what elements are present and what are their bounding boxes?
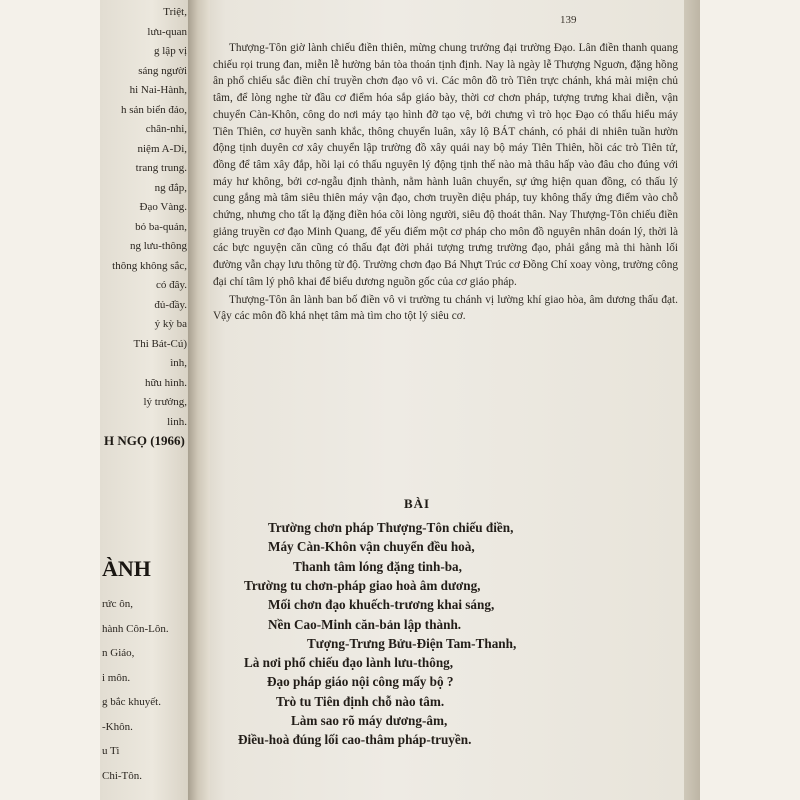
left-big-title: ÀNH xyxy=(102,556,151,581)
poem-verse: Thanh tâm lóng đặng tinh-ba, xyxy=(293,558,462,574)
left-page-line: Chi-Tôn. xyxy=(102,769,143,782)
left-heading: H NGỌ (1966) xyxy=(104,433,185,448)
left-page-line: u Ti xyxy=(102,745,120,757)
poem-verse: Đạo pháp giáo nội công mấy bộ ? xyxy=(267,674,454,690)
left-page-line: i môn. xyxy=(102,671,131,684)
poem-verse: Mối chơn đạo khuếch-trương khai sáng, xyxy=(268,597,495,613)
left-page-line: g lập vị xyxy=(154,45,187,57)
left-page-line: ý kỳ ba xyxy=(154,318,187,330)
left-page-line: g bắc khuyết. xyxy=(102,696,161,708)
left-page-line: Thi Bát-Cú) xyxy=(133,337,187,350)
left-page-line: Đạo Vàng. xyxy=(139,201,187,213)
left-page-line: trang trung. xyxy=(135,162,187,174)
left-page-line: sáng người xyxy=(138,64,187,77)
prose-paragraph-1: Thượng-Tôn giờ lành chiếu điền thiên, mừng chung trưởng đại trường Đạo. Lân điền thanh quang chiếu rọi trung đan, miễn lễ hường bản tòa thoán tịnh định. Nay là ngày lễ Thượng Nguơn, đặng hồng ân phổ chiếu sắc điền chỉ truyền chơn đạo vô vi. Các môn đồ trò Tiên trực chánh, khá mài miện chủ tâm, để lòng nghe từ đầu cơ điểm hóa sắp giáo bày, thời cơ chơn pháp, tượng trưng khai diễn, vận chuyển Càn-Khôn, công do nơi máy tạo hình đỡ tạo vệ, bởi chưng vì trò học Đạo có thấu hiểu máy Tiên Thiên, cơ huyền sanh khắc, thông chuyển luân, xây lộ BÁT chánh, có phải di nhiên tuần hườn động tịnh duyên cơ xây chuyển lập trường đồ xây quái nay bộ máy Tiên Thiên, hồi các trò Tiên tử, đồng để tâm xây đắp, hồi lại có thấu nguyên lý động tịnh thế nào mà thâu hấp vào đâu cho đúng với máy hư không, bởi cơ-ngẫu định thành, nằm hành luân chuyển, sự ứng hiện quan đồng, có thấu lý cung gắng mà tâm siêu thiên máy vận đạo, chơn truyền diệu pháp, tuy không thấy ứng điểm vào chỗ chứng, nhưng cho tất lạ đặng điền hóa cõi lòng người, siêu độ thoát thân. Nay Thượng-Tôn chiếu điền giảng truyền cơ đạo Minh Quang, để yếu điểm một cơ pháp cho môn đồ nguyên nhân doán lý, thời là các bực nguyện căn cũng có thấu đạt đời phải tượng trưng trường đạo, phải gắng mà thi hành lối đường vẫn chạy lưu thông từ độ. Trường chơn đạo Bá Nhựt Trúc cơ Đồng Chí xoay vòng, trường công đại chí tâm lý phô khai để biểu dương nguồn gốc của cơ giáo pháp. xyxy=(213,42,678,288)
left-page-line: -Khôn. xyxy=(102,720,133,733)
poem-verse: Điều-hoà đúng lối cao-thâm pháp-truyền. xyxy=(238,732,472,748)
left-page-line: bỏ ba-quản, xyxy=(135,220,187,233)
book-gutter xyxy=(188,0,210,800)
poem-verse: Nền Cao-Minh căn-bản lập thành. xyxy=(268,616,462,632)
left-page-line: hi Nai-Hành, xyxy=(129,84,187,96)
left-page-line: linh. xyxy=(167,415,187,428)
left-page xyxy=(100,0,195,800)
prose-paragraph-2: Thượng-Tôn ân lành ban bố điền vô vi trường tu chánh vị lường khí giao hòa, âm dương thấu đạt. Vậy các môn đồ khá nhẹt tâm mà tìm cho tột lý siêu cơ. xyxy=(213,293,678,323)
poem-verse: Máy Càn-Khôn vận chuyển đều hoà, xyxy=(268,539,475,555)
left-page-line: chân-nhi, xyxy=(145,123,187,135)
left-page-line: ng lưu-thông xyxy=(130,240,187,252)
poem-verse: Trường tu chơn-pháp giao hoà âm dương, xyxy=(244,577,481,593)
poem-verse: Tượng-Trưng Bửu-Điện Tam-Thanh, xyxy=(307,635,517,651)
left-page-line: h sản biển đảo, xyxy=(121,103,187,116)
left-page-line: lý trưởng, xyxy=(143,396,187,408)
poem-title: BÀI xyxy=(404,496,431,511)
page-number: 139 xyxy=(560,14,577,26)
left-page-line: thông không sắc, xyxy=(112,259,187,272)
poem-verse: Làm sao rõ máy dương-âm, xyxy=(291,713,448,728)
left-page-line: ng đắp, xyxy=(154,181,187,194)
poem-verse: Là nơi phổ chiếu đạo lành lưu-thông, xyxy=(244,655,454,671)
left-page-line: có đây. xyxy=(155,279,187,291)
poem-verse: Trường chơn pháp Thượng-Tôn chiếu điền, xyxy=(268,520,514,535)
page-edge xyxy=(684,0,700,800)
left-page-line: n Giáo, xyxy=(102,647,135,659)
left-page-line: lưu-quan xyxy=(147,25,187,38)
poem-verse: Trò tu Tiên định chỗ nào tâm. xyxy=(276,693,445,709)
left-page-line: rức ôn, xyxy=(102,598,134,610)
left-page-line: ình, xyxy=(170,357,187,369)
left-page-line: đủ-đầy. xyxy=(154,298,187,311)
left-page-line: Triệt, xyxy=(163,6,187,18)
left-page-line: hữu hình. xyxy=(144,376,187,389)
left-page-line: niệm A-Di, xyxy=(137,142,187,155)
prose-block xyxy=(213,40,678,325)
left-page-line: hành Côn-Lôn. xyxy=(102,622,169,635)
